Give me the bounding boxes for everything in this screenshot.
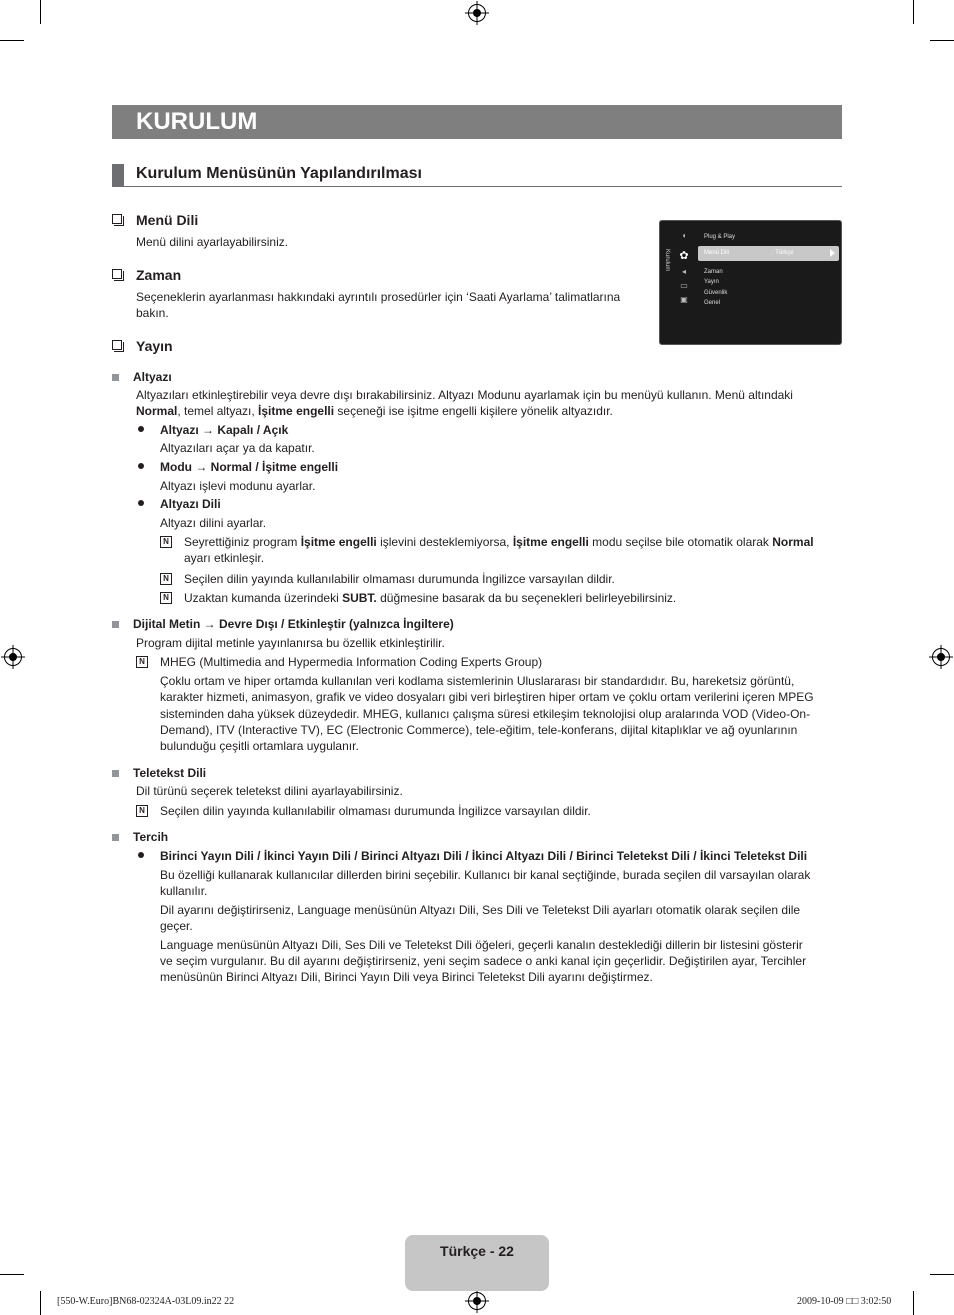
- page-number: Türkçe - 22: [440, 1243, 514, 1259]
- footer-timestamp: 2009-10-09 □□ 3:02:50: [797, 1296, 892, 1307]
- crop-mark: [0, 1274, 24, 1275]
- note-icon: N: [136, 656, 148, 668]
- note-2: N Seçilen dilin yayında kullanılabilir olmaması durumunda İngilizce varsayılan dildir.: [184, 571, 615, 587]
- gear-icon: ✿: [679, 250, 689, 262]
- osd-selected-item: [698, 246, 839, 261]
- zaman-text-1: Seçeneklerin ayarlanması hakkındaki ayrıntılı prosedürler için ‘Saati Ayarlama’ talimatlarına: [136, 290, 621, 304]
- bullet-modu: Modu → Normal / İşitme engelli: [136, 460, 338, 474]
- altyazi-text-2: Normal, temel altyazı, İşitme engelli seçeneği ise işitme engelli kişilere yönelik altyazıdır.: [136, 404, 613, 418]
- crop-mark: [0, 40, 24, 41]
- osd-selected-value: : Türkçe: [772, 250, 794, 256]
- crop-mark: [913, 0, 914, 24]
- bullet-icon: [138, 463, 144, 469]
- bullet-text: Altyazı işlevi modunu ayarlar.: [160, 479, 316, 493]
- heading-zaman: Zaman: [112, 267, 181, 283]
- osd-item: Genel: [704, 300, 721, 306]
- dijital-line: Çoklu ortam ve hiper ortamda kullanılan veri kodlama sistemlerinin Uluslararası bir standardıdır. Bu, hareketsiz görüntü,: [160, 674, 795, 688]
- note-icon: N: [160, 592, 172, 604]
- note-1-line2: ayarı etkinleşir.: [184, 551, 265, 565]
- crop-mark: [913, 1291, 914, 1315]
- bullet-text: Altyazı dilini ayarlar.: [160, 516, 267, 530]
- bullet-altyazi-dili: Altyazı Dili: [136, 497, 221, 511]
- tercih-text: Language menüsünün Altyazı Dili, Ses Dili ve Teletekst Dili öğeleri, geçerli kanalın desteklediği dillerin bir listesini gösterir: [160, 938, 803, 952]
- tercih-text: menüsünün Birinci Altyazı Dili, Birinci Yayın Dili veya Birinci Teletekst Dili ayarını değiştirmez.: [160, 970, 653, 984]
- osd-selected-label: Menü Dili: [704, 250, 730, 256]
- page-number-box: [405, 1235, 549, 1291]
- bullet-altyazi-kapali-acik: Altyazı → Kapalı / Açık: [136, 423, 288, 437]
- note-icon: N: [136, 805, 148, 817]
- footer-file-info: [550-W.Euro]BN68-02324A-03L09.in22 22: [57, 1296, 235, 1307]
- checkbox-icon: [112, 269, 122, 279]
- crop-mark: [930, 40, 954, 41]
- registration-mark-icon: [4, 648, 22, 666]
- osd-item: Plug & Play: [704, 234, 736, 240]
- section-title: Kurulum Menüsünün Yapılandırılması: [136, 165, 422, 182]
- page-title: KURULUM: [112, 105, 842, 139]
- tercih-text: Dil ayarını değiştirirseniz, Language menüsünün Altyazı Dili, Ses Dili ve Teletekst Dili ayarları otomatik olarak seçilen dile: [160, 903, 801, 917]
- section-heading: [112, 164, 842, 187]
- tercih-text: geçer.: [160, 919, 193, 933]
- osd-item: Yayın: [704, 279, 719, 285]
- sound-icon: ◂: [681, 267, 686, 276]
- section-marker: [112, 164, 124, 186]
- menu-dili-text: Menü dilini ayarlayabilirsiniz.: [136, 235, 289, 249]
- teletekst-note: N Seçilen dilin yayında kullanılabilir olmaması durumunda İngilizce varsayılan dildir.: [160, 803, 591, 819]
- heading-menu-dili: Menü Dili: [112, 212, 198, 228]
- crop-mark: [40, 0, 41, 24]
- square-bullet-icon: [112, 621, 119, 628]
- bullet-icon: [138, 500, 144, 506]
- heading-yayin: Yayın: [112, 338, 173, 354]
- bullet-icon: [138, 426, 144, 432]
- tercih-text: kullanılır.: [160, 884, 208, 898]
- heading-teletekst-dili: Teletekst Dili: [112, 766, 206, 780]
- square-bullet-icon: [112, 834, 119, 841]
- input-icon: ▣: [680, 295, 688, 304]
- heading-altyazi: Altyazı: [112, 370, 172, 384]
- bullet-text: Altyazıları açar ya da kapatır.: [160, 441, 315, 455]
- dijital-line: sisteminden daha yüksek düzeydedir. MHEG, kullanıcı çalışma süresi etkileşim teknolojisi olup aralarında VOD (Video-On-: [160, 707, 811, 721]
- dijital-note: N MHEG (Multimedia and Hypermedia Information Coding Experts Group): [160, 654, 542, 670]
- heading-dijital-metin: Dijital Metin → Devre Dışı / Etkinleştir (yalnızca İngiltere): [112, 617, 454, 631]
- teletekst-text: Dil türünü seçerek teletekst dilini ayarlayabilirsiniz.: [136, 784, 403, 798]
- bullet-tercih: Birinci Yayın Dili / İkinci Yayın Dili / Birinci Altyazı Dili / İkinci Altyazı Dili / Birinci Teletekst Dili / İkinci Teletekst Dili: [136, 849, 807, 863]
- dijital-text: Program dijital metinle yayınlanırsa bu özellik etkinleştirilir.: [136, 636, 445, 650]
- bullet-icon: [138, 852, 144, 858]
- osd-item: Zaman: [704, 269, 723, 275]
- tercih-text: ve seçim vurgulanır. Bu dil ayarını değiştirirseniz, yeni seçim sadece o anki kanal için geçerlidir. Değiştirilen ayar, Tercihler: [160, 954, 807, 968]
- arrow-right-icon: [830, 249, 835, 257]
- crop-mark: [40, 1291, 41, 1315]
- square-bullet-icon: [112, 374, 119, 381]
- channel-icon: ▭: [680, 281, 688, 290]
- checkbox-icon: [112, 214, 122, 224]
- crop-mark: [930, 1274, 954, 1275]
- osd-item: Güvenlik: [704, 290, 728, 296]
- note-3: N Uzaktan kumanda üzerindeki SUBT. düğmesine basarak da bu seçenekleri belirleyebilirsiniz.: [184, 590, 676, 606]
- osd-side-label: Kurulum: [664, 249, 670, 272]
- registration-mark-icon: [468, 4, 486, 22]
- zaman-text-2: bakın.: [136, 306, 169, 320]
- note-icon: N: [160, 573, 172, 585]
- picture-icon: ◖: [681, 231, 687, 240]
- note-icon: N: [160, 536, 172, 548]
- tercih-text: Bu özelliği kullanarak kullanıcılar dillerden birini seçebilir. Kullanıcı bir kanal seçtiğinde, burada seçilen dil varsayılan olarak: [160, 868, 811, 882]
- note-1: N Seyrettiğiniz program İşitme engelli işlevini desteklemiyorsa, İşitme engelli modu seçilse bile otomatik olarak Normal: [184, 534, 814, 550]
- osd-menu-screenshot: [659, 220, 842, 345]
- checkbox-icon: [112, 340, 122, 350]
- dijital-line: Demand), ITV (Interactive TV), EC (Electronic Commerce), tele-eğitim, tele-konferans, dijital kitaplıklar ve ağ oyunlarının: [160, 723, 798, 737]
- square-bullet-icon: [112, 770, 119, 777]
- registration-mark-icon: [468, 1292, 486, 1310]
- heading-tercih: Tercih: [112, 830, 168, 844]
- dijital-line: bulunduğu çeşitli ortamlara uygulanır.: [160, 739, 359, 753]
- altyazi-text-1: Altyazıları etkinleştirebilir veya devre dışı bırakabilirsiniz. Altyazı Modunu ayarlamak için bu menüyü kullanın. Menü altındaki: [136, 388, 793, 402]
- dijital-line: karakter hizmeti, animasyon, grafik ve video dosyaları gibi veri birleştiren hiper ortam ve çoklu ortam verilerini içeren MPEG: [160, 690, 814, 704]
- registration-mark-icon: [932, 648, 950, 666]
